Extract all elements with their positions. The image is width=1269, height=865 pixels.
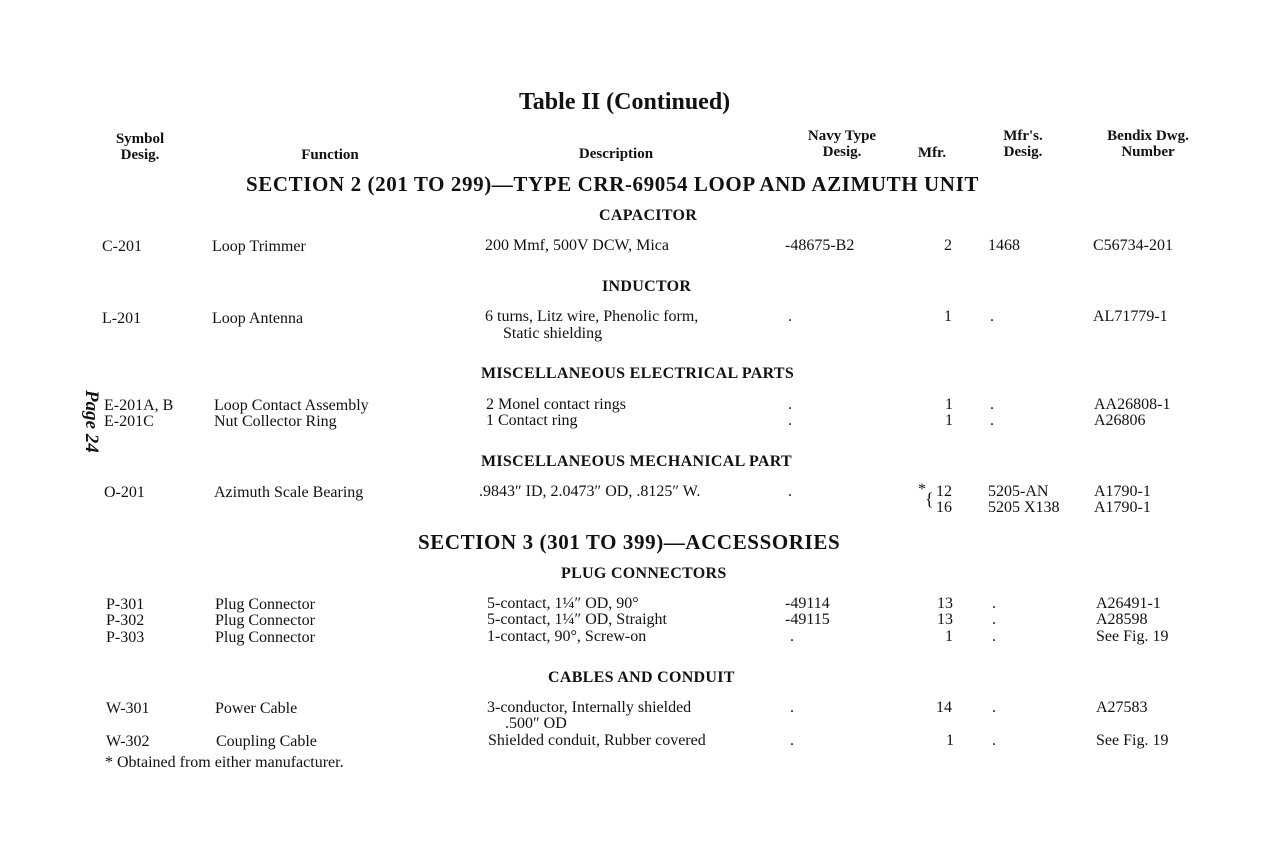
cell-description: 1 Contact ring (486, 412, 578, 429)
column-header-mfr: Mfr. (917, 145, 947, 161)
cell-mfr: 1 (945, 628, 953, 645)
cell-mfr: 13 (937, 611, 953, 628)
page-title: Table II (Continued) (519, 89, 731, 115)
cell-symbol: W-302 (106, 733, 150, 750)
cell-bendix-number: AL71779-1 (1093, 308, 1168, 325)
cell-description: 6 turns, Litz wire, Phenolic form, (485, 308, 699, 325)
section-heading-3: SECTION 3 (301 TO 399)—ACCESSORIES (418, 530, 841, 554)
column-header-function: Function (301, 147, 359, 163)
cell-mfrs-desig: 5205-AN (988, 483, 1049, 500)
brace-glyph: { (925, 489, 934, 509)
column-header-symbol: Symbol Desig. (115, 131, 165, 163)
cell-mfr: 1 (945, 412, 953, 429)
cell-mfrs-desig-alt: 5205 X138 (988, 499, 1060, 516)
cell-symbol: C-201 (102, 238, 142, 255)
cell-symbol: P-303 (106, 629, 145, 646)
cell-description: .9843″ ID, 2.0473″ OD, .8125″ W. (479, 483, 701, 500)
section-heading-2: SECTION 2 (201 TO 299)—TYPE CRR-69054 LOOP AND AZIMUTH UNIT (246, 172, 979, 196)
cell-navy-desig: . (788, 308, 792, 325)
cell-function: Loop Antenna (212, 310, 304, 327)
cell-function: Coupling Cable (216, 733, 317, 750)
cell-function: Plug Connector (215, 612, 315, 629)
column-header-description: Description (578, 146, 654, 162)
cell-mfr: 2 (944, 237, 952, 254)
category-misc-mechanical: MISCELLANEOUS MECHANICAL PART (481, 453, 792, 470)
cell-mfr: 12 (936, 483, 952, 500)
cell-description: 5-contact, 1¼″ OD, 90° (487, 595, 639, 612)
cell-function: Nut Collector Ring (214, 413, 337, 430)
cell-bendix-number: A28598 (1096, 611, 1148, 628)
cell-bendix-number: C56734-201 (1093, 237, 1173, 254)
cell-navy-desig: -49115 (785, 611, 830, 628)
cell-mfr: 1 (944, 308, 952, 325)
footnote: * Obtained from either manufacturer. (105, 754, 344, 771)
cell-bendix-number: A26806 (1094, 412, 1146, 429)
cell-bendix-number-alt: A1790-1 (1094, 499, 1151, 516)
cell-mfr: 1 (946, 732, 954, 749)
category-plug-connectors: PLUG CONNECTORS (561, 565, 727, 582)
cell-mfr: 1 (945, 396, 953, 413)
cell-bendix-number: A27583 (1096, 699, 1148, 716)
cell-description-continued: Static shielding (503, 325, 603, 342)
cell-mfrs-desig: . (992, 699, 996, 716)
cell-description: 1-contact, 90°, Screw-on (487, 628, 647, 645)
cell-description: 5-contact, 1¼″ OD, Straight (487, 611, 667, 628)
cell-bendix-number: See Fig. 19 (1096, 628, 1169, 645)
footnote-marker: * (918, 481, 926, 498)
cell-mfrs-desig: . (990, 396, 994, 413)
cell-mfrs-desig: . (992, 611, 996, 628)
cell-bendix-number: A26491-1 (1096, 595, 1161, 612)
cell-mfrs-desig: . (992, 732, 996, 749)
cell-description-continued: .500″ OD (505, 715, 567, 732)
cell-description: 2 Monel contact rings (486, 396, 626, 413)
category-inductor: INDUCTOR (602, 278, 692, 295)
column-header-mfrs-desig: Mfr's. Desig. (1003, 128, 1043, 160)
cell-symbol: O-201 (104, 484, 145, 501)
page-number-label: Page 24 (81, 390, 102, 453)
cell-navy-desig: . (790, 699, 794, 716)
cell-function: Loop Trimmer (212, 238, 306, 255)
cell-symbol: L-201 (102, 310, 142, 327)
cell-function: Plug Connector (215, 629, 315, 646)
column-header-navy-type: Navy Type Desig. (807, 128, 877, 160)
cell-description: 3-conductor, Internally shielded (487, 699, 692, 716)
cell-symbol: E-201A, B (104, 397, 174, 414)
cell-function: Azimuth Scale Bearing (214, 484, 364, 501)
column-header-bendix-dwg: Bendix Dwg. Number (1107, 128, 1189, 160)
category-misc-electrical: MISCELLANEOUS ELECTRICAL PARTS (481, 365, 795, 382)
cell-symbol: W-301 (106, 700, 150, 717)
cell-description: 200 Mmf, 500V DCW, Mica (485, 237, 669, 254)
cell-symbol: E-201C (104, 413, 154, 430)
cell-function: Plug Connector (215, 596, 315, 613)
cell-navy-desig: . (790, 628, 794, 645)
cell-mfr: 14 (936, 699, 952, 716)
cell-mfrs-desig: . (992, 628, 996, 645)
cell-navy-desig: . (790, 732, 794, 749)
category-cables-conduit: CABLES AND CONDUIT (548, 669, 735, 686)
cell-bendix-number: A1790-1 (1094, 483, 1151, 500)
cell-navy-desig: . (788, 483, 792, 500)
cell-description: Shielded conduit, Rubber covered (488, 732, 706, 749)
cell-function: Loop Contact Assembly (214, 397, 369, 414)
cell-mfrs-desig: 1468 (988, 237, 1020, 254)
cell-symbol: P-301 (106, 596, 145, 613)
cell-navy-desig: -48675-B2 (785, 237, 855, 254)
cell-function: Power Cable (215, 700, 298, 717)
cell-bendix-number: AA26808-1 (1094, 396, 1171, 413)
category-capacitor: CAPACITOR (599, 207, 698, 224)
cell-navy-desig: . (788, 396, 792, 413)
cell-mfrs-desig: . (990, 412, 994, 429)
cell-mfrs-desig: . (992, 595, 996, 612)
cell-mfrs-desig: . (990, 308, 994, 325)
cell-bendix-number: See Fig. 19 (1096, 732, 1169, 749)
cell-navy-desig: -49114 (785, 595, 830, 612)
cell-mfr: 13 (937, 595, 953, 612)
cell-navy-desig: . (788, 412, 792, 429)
cell-symbol: P-302 (106, 612, 145, 629)
cell-mfr-alt: 16 (936, 499, 952, 516)
